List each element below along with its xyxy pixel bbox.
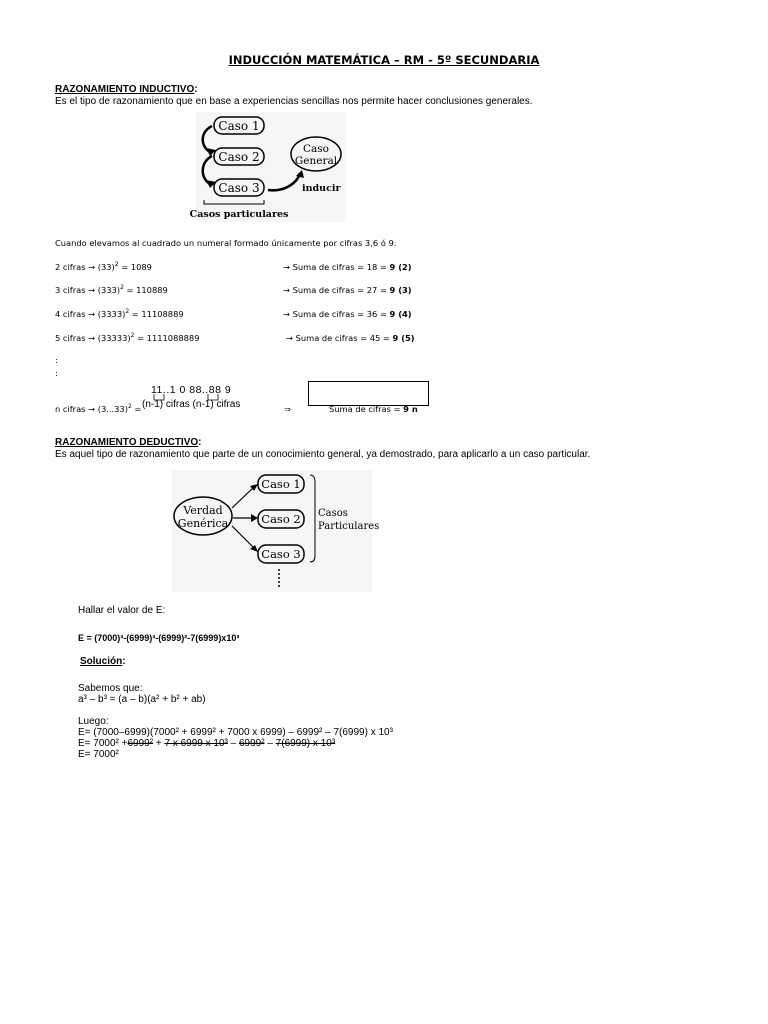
solution-heading: Solución: — [80, 656, 126, 667]
row-2-left: 3 cifras → $(333)^2 = 110889$ — [55, 284, 168, 295]
inductive-heading-line — [55, 84, 198, 95]
solution-label: Solución — [80, 656, 123, 667]
ded-particular-line2: Particulares — [318, 521, 380, 532]
deductive-definition: Es aquel tipo de razonamiento que parte de un conocimiento general, ya demostrado, para aplicarlo a un caso particular. — [55, 449, 591, 460]
inductive-colon: : — [194, 84, 198, 95]
row-1-right: → Suma de cifras = 18 = 9 (2) — [283, 262, 412, 272]
problem-prompt: Hallar el valor de E: — [78, 605, 166, 616]
problem-expression: E = (7000)³-(6999)³-(6999)²-7(6999)x10³ — [78, 633, 240, 643]
general-truth-line2: Genérica — [177, 517, 229, 530]
then-label: Luego: — [78, 716, 109, 727]
inductive-heading: RAZONAMIENTO INDUCTIVO — [55, 84, 195, 95]
implies-arrow: ⇒ — [284, 404, 291, 414]
general-result-cifras: (n-1) cifras (n-1) cifras — [142, 399, 241, 410]
answer-box — [308, 381, 429, 406]
solution-line-2: E= 7000² +6999² + 7 x 6999 x 10³ – 6999² – 7(6999) x 10³ — [78, 738, 336, 749]
deductive-heading: RAZONAMIENTO DEDUCTIVO — [55, 437, 199, 448]
row-4-left: 5 cifras → $(33333)^2 = 1111088889$ — [55, 332, 200, 343]
case-1-label: Caso 1 — [218, 119, 260, 133]
solution-line-3: E= 7000² — [78, 749, 119, 760]
general-case-line2: General — [294, 155, 338, 167]
row-2-right: → Suma de cifras = 27 = 9 (3) — [283, 285, 412, 295]
deductive-diagram — [172, 470, 380, 592]
ded-case-2-label: Caso 2 — [261, 512, 301, 526]
inductive-intro: Cuando elevamos al cuadrado un numeral formado únicamente por cifras 3,6 ó 9. — [55, 238, 397, 248]
row-3-right: → Suma de cifras = 36 = 9 (4) — [283, 309, 412, 319]
known-label: Sabemos que: — [78, 683, 143, 694]
induce-label: inducir — [302, 183, 341, 194]
ded-particular-line1: Casos — [318, 508, 348, 519]
deductive-heading-line — [55, 437, 202, 448]
deductive-colon: : — [198, 437, 202, 448]
cube-identity: a³ – b³ = (a – b)(a² + b² + ab) — [78, 694, 206, 705]
ded-case-3-label: Caso 3 — [261, 547, 301, 561]
n-cifras-row: n cifras → $(3...33)^2$ = — [55, 403, 142, 414]
case-2-label: Caso 2 — [218, 150, 260, 164]
ellipsis-dots-1: : — [55, 355, 58, 365]
row-4-right: → Suma de cifras = 45 = 9 (5) — [286, 333, 415, 343]
page-title: INDUCCIÓN MATEMÁTICA – RM - 5º SECUNDARIA — [228, 53, 540, 67]
particular-cases-label: Casos particulares — [189, 209, 289, 220]
ellipsis-dots-2: : — [55, 368, 58, 378]
inductive-definition: Es el tipo de razonamiento que en base a experiencias sencillas nos permite hacer conclusiones generales. — [55, 96, 533, 107]
general-case-line1: Caso — [302, 143, 330, 155]
general-result-digits: 11..1 0 88..88 9 — [151, 384, 232, 396]
row-1-left: 2 cifras → $(33)^2 = 1089$ — [55, 261, 152, 272]
case-3-label: Caso 3 — [218, 181, 260, 195]
n-sum: Suma de cifras = 9 n — [329, 404, 418, 414]
general-truth-line1: Verdad — [183, 504, 223, 517]
row-3-left: 4 cifras → $(3333)^2 = 11108889$ — [55, 308, 184, 319]
solution-line-1: E= (7000–6999)(7000² + 6999² + 7000 x 6999) – 6999² – 7(6999) x 10³ — [78, 727, 393, 738]
inductive-diagram — [189, 112, 346, 222]
ded-case-1-label: Caso 1 — [261, 477, 301, 491]
